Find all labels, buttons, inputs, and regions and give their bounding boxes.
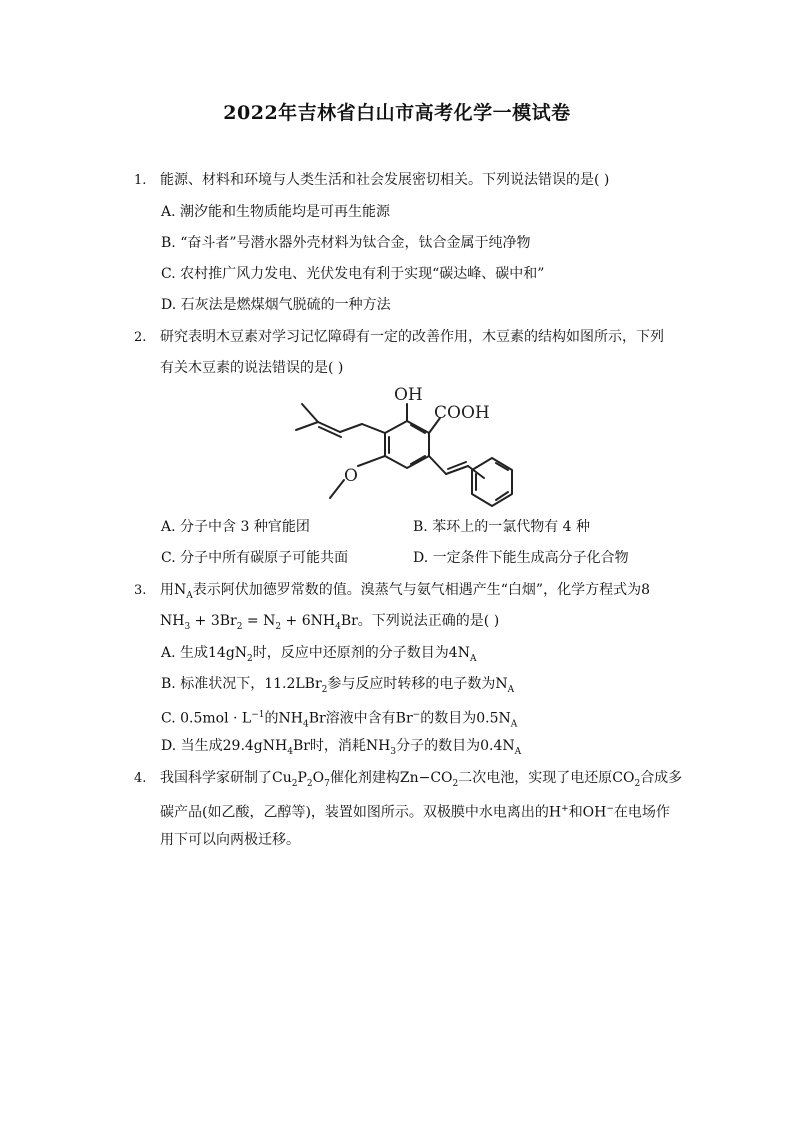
question-stem: 我国科学家研制了$Cu_2P_2O_7$催化剂建构$Zn-CO_2$二次电池，实现了电还原$CO_2$合成多 bbox=[160, 770, 683, 789]
question-stem: 用$N_A$表示阿伏加德罗常数的值。溴蒸气与氨气相遇产生“白烟”，化学方程式为8 bbox=[160, 582, 650, 601]
question-stem: 研究表明木豆素对学习记忆障碍有一定的改善作用，木豆素的结构如图所示，下列 bbox=[160, 329, 664, 345]
question-number: 2. bbox=[134, 330, 147, 345]
option-a: A. 分子中含 3 种官能团 bbox=[161, 519, 310, 535]
question-stem: 碳产品(如乙酸，乙醇等)，装置如图所示。双极膜中水电离出的H+和OH−在电场作 bbox=[160, 804, 670, 821]
exam-title: 2022年吉林省白山市高考化学一模试卷 bbox=[223, 102, 571, 124]
question-stem: 能源、材料和环境与人类生活和社会发展密切相关。下列说法错误的是( ) bbox=[160, 172, 610, 188]
option-d: D. 一定条件下能生成高分子化合物 bbox=[413, 550, 629, 566]
oh-label: OH bbox=[394, 386, 423, 405]
option-d: D. 石灰法是燃煤烟气脱硫的一种方法 bbox=[161, 297, 391, 313]
question-stem: 有关木豆素的说法错误的是( ) bbox=[160, 360, 344, 376]
question-number: 4. bbox=[134, 771, 147, 786]
option-d: D. 当生成29.4gNH$_4$Br时，消耗$NH_3$分子的数目为$0.4N_A$ bbox=[161, 738, 522, 757]
question-stem: 用下可以向两极迁移。 bbox=[160, 832, 300, 848]
option-b: B. “奋斗者”号潜水器外壳材料为钛合金，钛合金属于纯净物 bbox=[161, 235, 531, 251]
option-c: C. 农村推广风力发电、光伏发电有利于实现“碳达峰、碳中和” bbox=[161, 266, 545, 282]
option-c: C. $0.5mol \cdot L^{-1}$的$NH_4Br$溶液中含有Br−的数目为$0.5N_A$ bbox=[161, 710, 518, 730]
option-a: A. 生成$14gN_2$时，反应中还原剂的分子数目为$4N_A$ bbox=[161, 645, 477, 664]
option-b: B. 苯环上的一氯代物有 4 种 bbox=[413, 519, 590, 535]
option-c: C. 分子中所有碳原子可能共面 bbox=[161, 550, 349, 566]
chemical-equation: $NH_3 + 3Br_2 = N_2 + 6NH_4Br$。下列说法正确的是( ) bbox=[160, 613, 500, 632]
option-a: A. 潮汐能和生物质能均是可再生能源 bbox=[161, 204, 391, 220]
methoxy-oxygen-label: O bbox=[344, 466, 358, 486]
cooh-label: COOH bbox=[434, 403, 490, 423]
option-b: B. 标准状况下，11.2LBr$_2$参与反应时转移的电子数为$N_A$ bbox=[161, 676, 515, 695]
question-number: 3. bbox=[134, 583, 147, 598]
molecule-structure-figure bbox=[266, 386, 526, 508]
question-number: 1. bbox=[134, 173, 147, 188]
